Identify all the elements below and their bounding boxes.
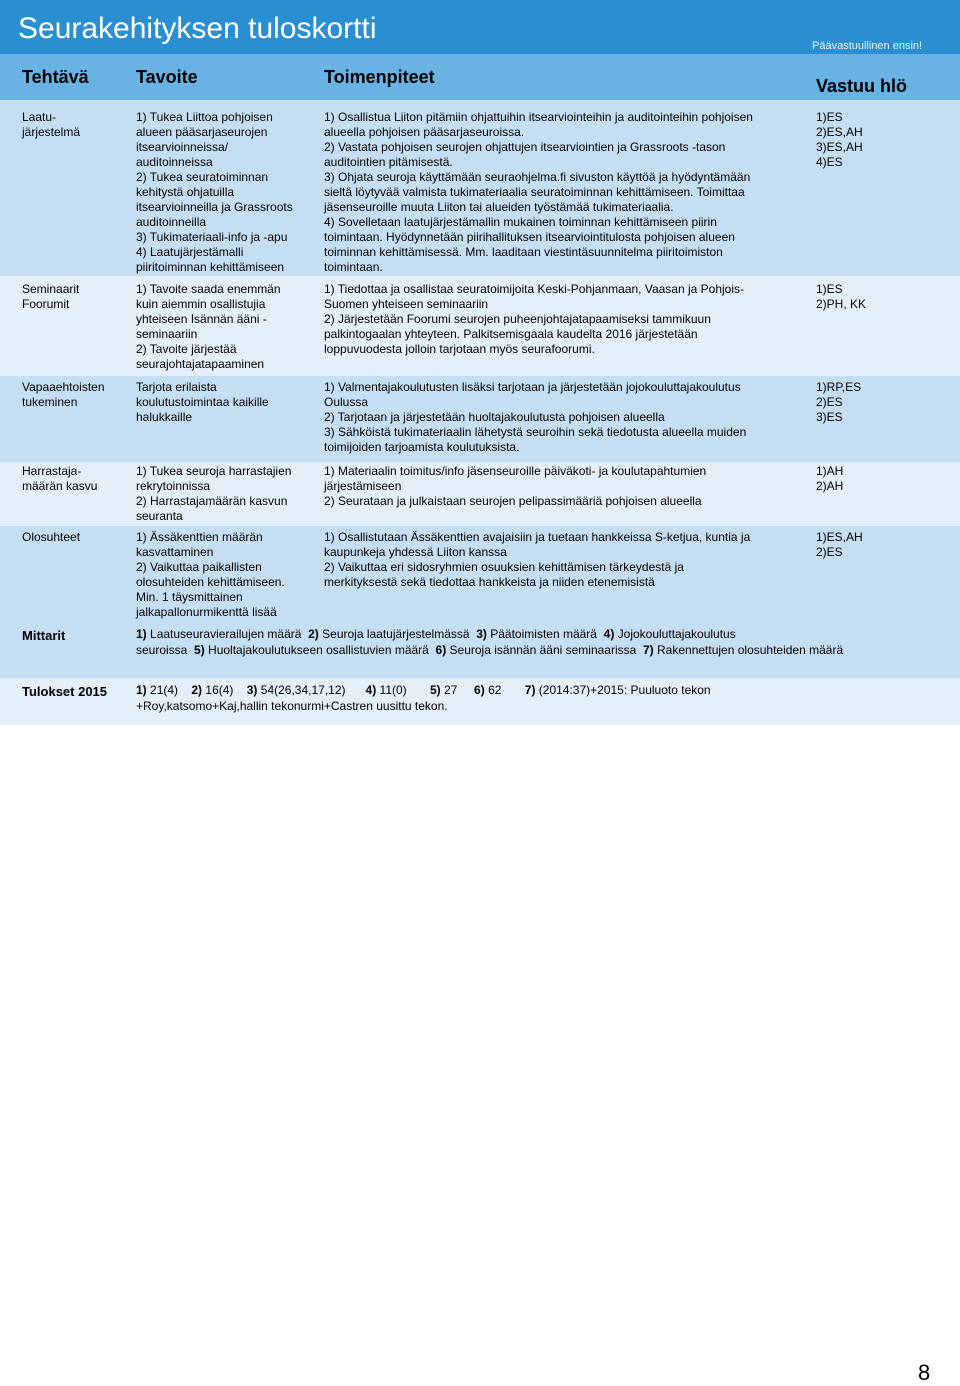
table-row xyxy=(0,526,960,620)
row-label: Olosuhteet xyxy=(22,530,81,544)
row-label: Laatu- järjestelmä xyxy=(22,110,81,139)
row-goal: 1) Tukea Liittoa pohjoisen alueen pääsarjaseurojen itsearvioinneissa/ auditoinneissa 2) Tukea seuratoiminnan kehitystä ohjatuilla itsearvioinneilla ja Grassroots auditoinneilla 3) Tukimateriaali-info ja -apu 4) Laatujärjestämalli piiritoiminnan kehittämiseen xyxy=(136,110,293,274)
table-row xyxy=(0,462,960,526)
table-row xyxy=(0,276,960,376)
row-goal: Tarjota erilaista koulutustoimintaa kaikille halukkaille xyxy=(136,380,269,424)
row-actions: 1) Osallistutaan Ässäkenttien avajaisiin ja tuetaan hankkeissa S-ketjua, kuntia ja kaupunkeja yhdessä Liiton kanssa 2) Vaikuttaa eri sidosryhmien osuuksien kehittämisen tärkeydestä ja merkityksestä sekä tiedottaa hankkeista ja niiden etenemisistä xyxy=(324,530,751,589)
metrics-list: 1) Laatuseuravierailujen määrä 2) Seuroja laatujärjestelmässä 3) Päätoimisten määrä 4) Jojokouluttajakoulutus seuroissa 5) Huoltajakoulutukseen osallistuvien määrä 6) Seuroja isännän ääni seminaarissa 7) Rakennettujen olosuhteiden määrä xyxy=(136,627,844,657)
row-responsible: 1)ES,AH 2)ES xyxy=(816,530,863,559)
responsible-note: Päävastuullinen ensin! xyxy=(812,40,923,52)
header-task: Tehtävä xyxy=(22,67,89,87)
column-header-band xyxy=(0,54,960,100)
header-responsible: Vastuu hlö xyxy=(816,76,908,96)
row-actions: 1) Tiedottaa ja osallistaa seuratoimijoita Keski-Pohjanmaan, Vaasan ja Pohjois- Suomen yhteiseen seminaariin 2) Järjestetään Foorumi seurojen puheenjohtajatapaamiseksi tammikuun palkintogaalan yhteyteen. Palkitsemisgaala kaudelta 2016 järjestetään loppuvuodesta jolloin tarjotaan myös seurafoorumi. xyxy=(324,282,745,356)
row-goal: 1) Tukea seuroja harrastajien rekrytoinnissa 2) Harrastajamäärän kasvun seuranta xyxy=(136,464,292,523)
row-actions: 1) Osallistua Liiton pitämiin ohjattuihin itsearviointeihin ja auditointeihin pohjoisen alueella pohjoisen pääsarjaseuroissa. 2) Vastata pohjoisen seurojen ohjattujen itsearviointien ja Grassroots -tason auditointien pitämisestä. 3) Ohjata seuroja käyttämään seuraohjelma.fi sivuston käyttöä ja hyödyntämään sieltä löytyvää valmista tukimateriaalia seuratoiminnan kehittämiseen. Toimittaa jäsenseuroille muuta Liiton tai alueiden työstämää tukimateriaalia. 4) Sovelletaan laatujärjestämallin mukainen toiminnan kehittämiseen piirin toimintaan. Hyödynnetään piirihallituksen itsearviointitulosta pohjoisen alueen toiminnan kehittämisessä. Mm. laaditaan viestintäsuunnitelma piiritoimiston toimintaan. xyxy=(324,110,753,274)
row-responsible: 1)ES 2)ES,AH 3)ES,AH 4)ES xyxy=(816,110,863,169)
table-row xyxy=(0,100,960,276)
row-actions: 1) Materiaalin toimitus/info jäsenseuroille päiväkoti- ja koulutapahtumien järjestämiseen 2) Seurataan ja julkaistaan seurojen pelipassimääriä pohjoisen alueella xyxy=(324,464,707,508)
header-actions: Toimenpiteet xyxy=(324,67,435,87)
table-row xyxy=(0,376,960,462)
metrics-section xyxy=(0,620,960,678)
row-goal: 1) Tavoite saada enemmän kuin aiemmin osallistujia yhteiseen Isännän ääni - seminaariin 2) Tavoite järjestää seurajohtajatapaaminen xyxy=(136,282,281,371)
row-label: Seminaarit Foorumit xyxy=(22,282,80,311)
row-label: Vapaaehtoisten tukeminen xyxy=(22,380,105,409)
row-responsible: 1)AH 2)AH xyxy=(816,464,844,493)
row-actions: 1) Valmentajakoulutusten lisäksi tarjotaan ja järjestetään jojokouluttajakoulutus Oulussa 2) Tarjotaan ja järjestetään huoltajakoulutusta pohjoisen alueella 3) Sähköistä tukimateriaalin lähetystä seuroihin sekä tiedotusta alueella muiden toimijoiden tarjoamista koulutuksista. xyxy=(324,380,747,454)
results-list: 1) 21(4) 2) 16(4) 3) 54(26,34,17,12) 4) 11(0) 5) 27 6) 62 7) (2014:37)+2015: Puuluoto tekon +Roy,katsomo+Kaj,hallin tekonurmi+Castren uusittu tekon. xyxy=(136,683,711,713)
page-number: 8 xyxy=(918,1360,931,1385)
row-responsible: 1)ES 2)PH, KK xyxy=(816,282,867,311)
metrics-label: Mittarit xyxy=(22,628,66,643)
results-section xyxy=(0,678,960,1385)
results-label: Tulokset 2015 xyxy=(22,684,108,699)
row-responsible: 1)RP,ES 2)ES 3)ES xyxy=(816,380,862,424)
header-goal: Tavoite xyxy=(136,67,198,87)
page-title: Seurakehityksen tuloskortti xyxy=(18,12,377,45)
row-label: Harrastaja- määrän kasvu xyxy=(22,464,98,493)
row-goal: 1) Ässäkenttien määrän kasvattaminen 2) Vaikuttaa paikallisten olosuhteiden kehittämiseen. Min. 1 täysmittainen jalkapallonurmikenttä lisää xyxy=(136,530,285,619)
